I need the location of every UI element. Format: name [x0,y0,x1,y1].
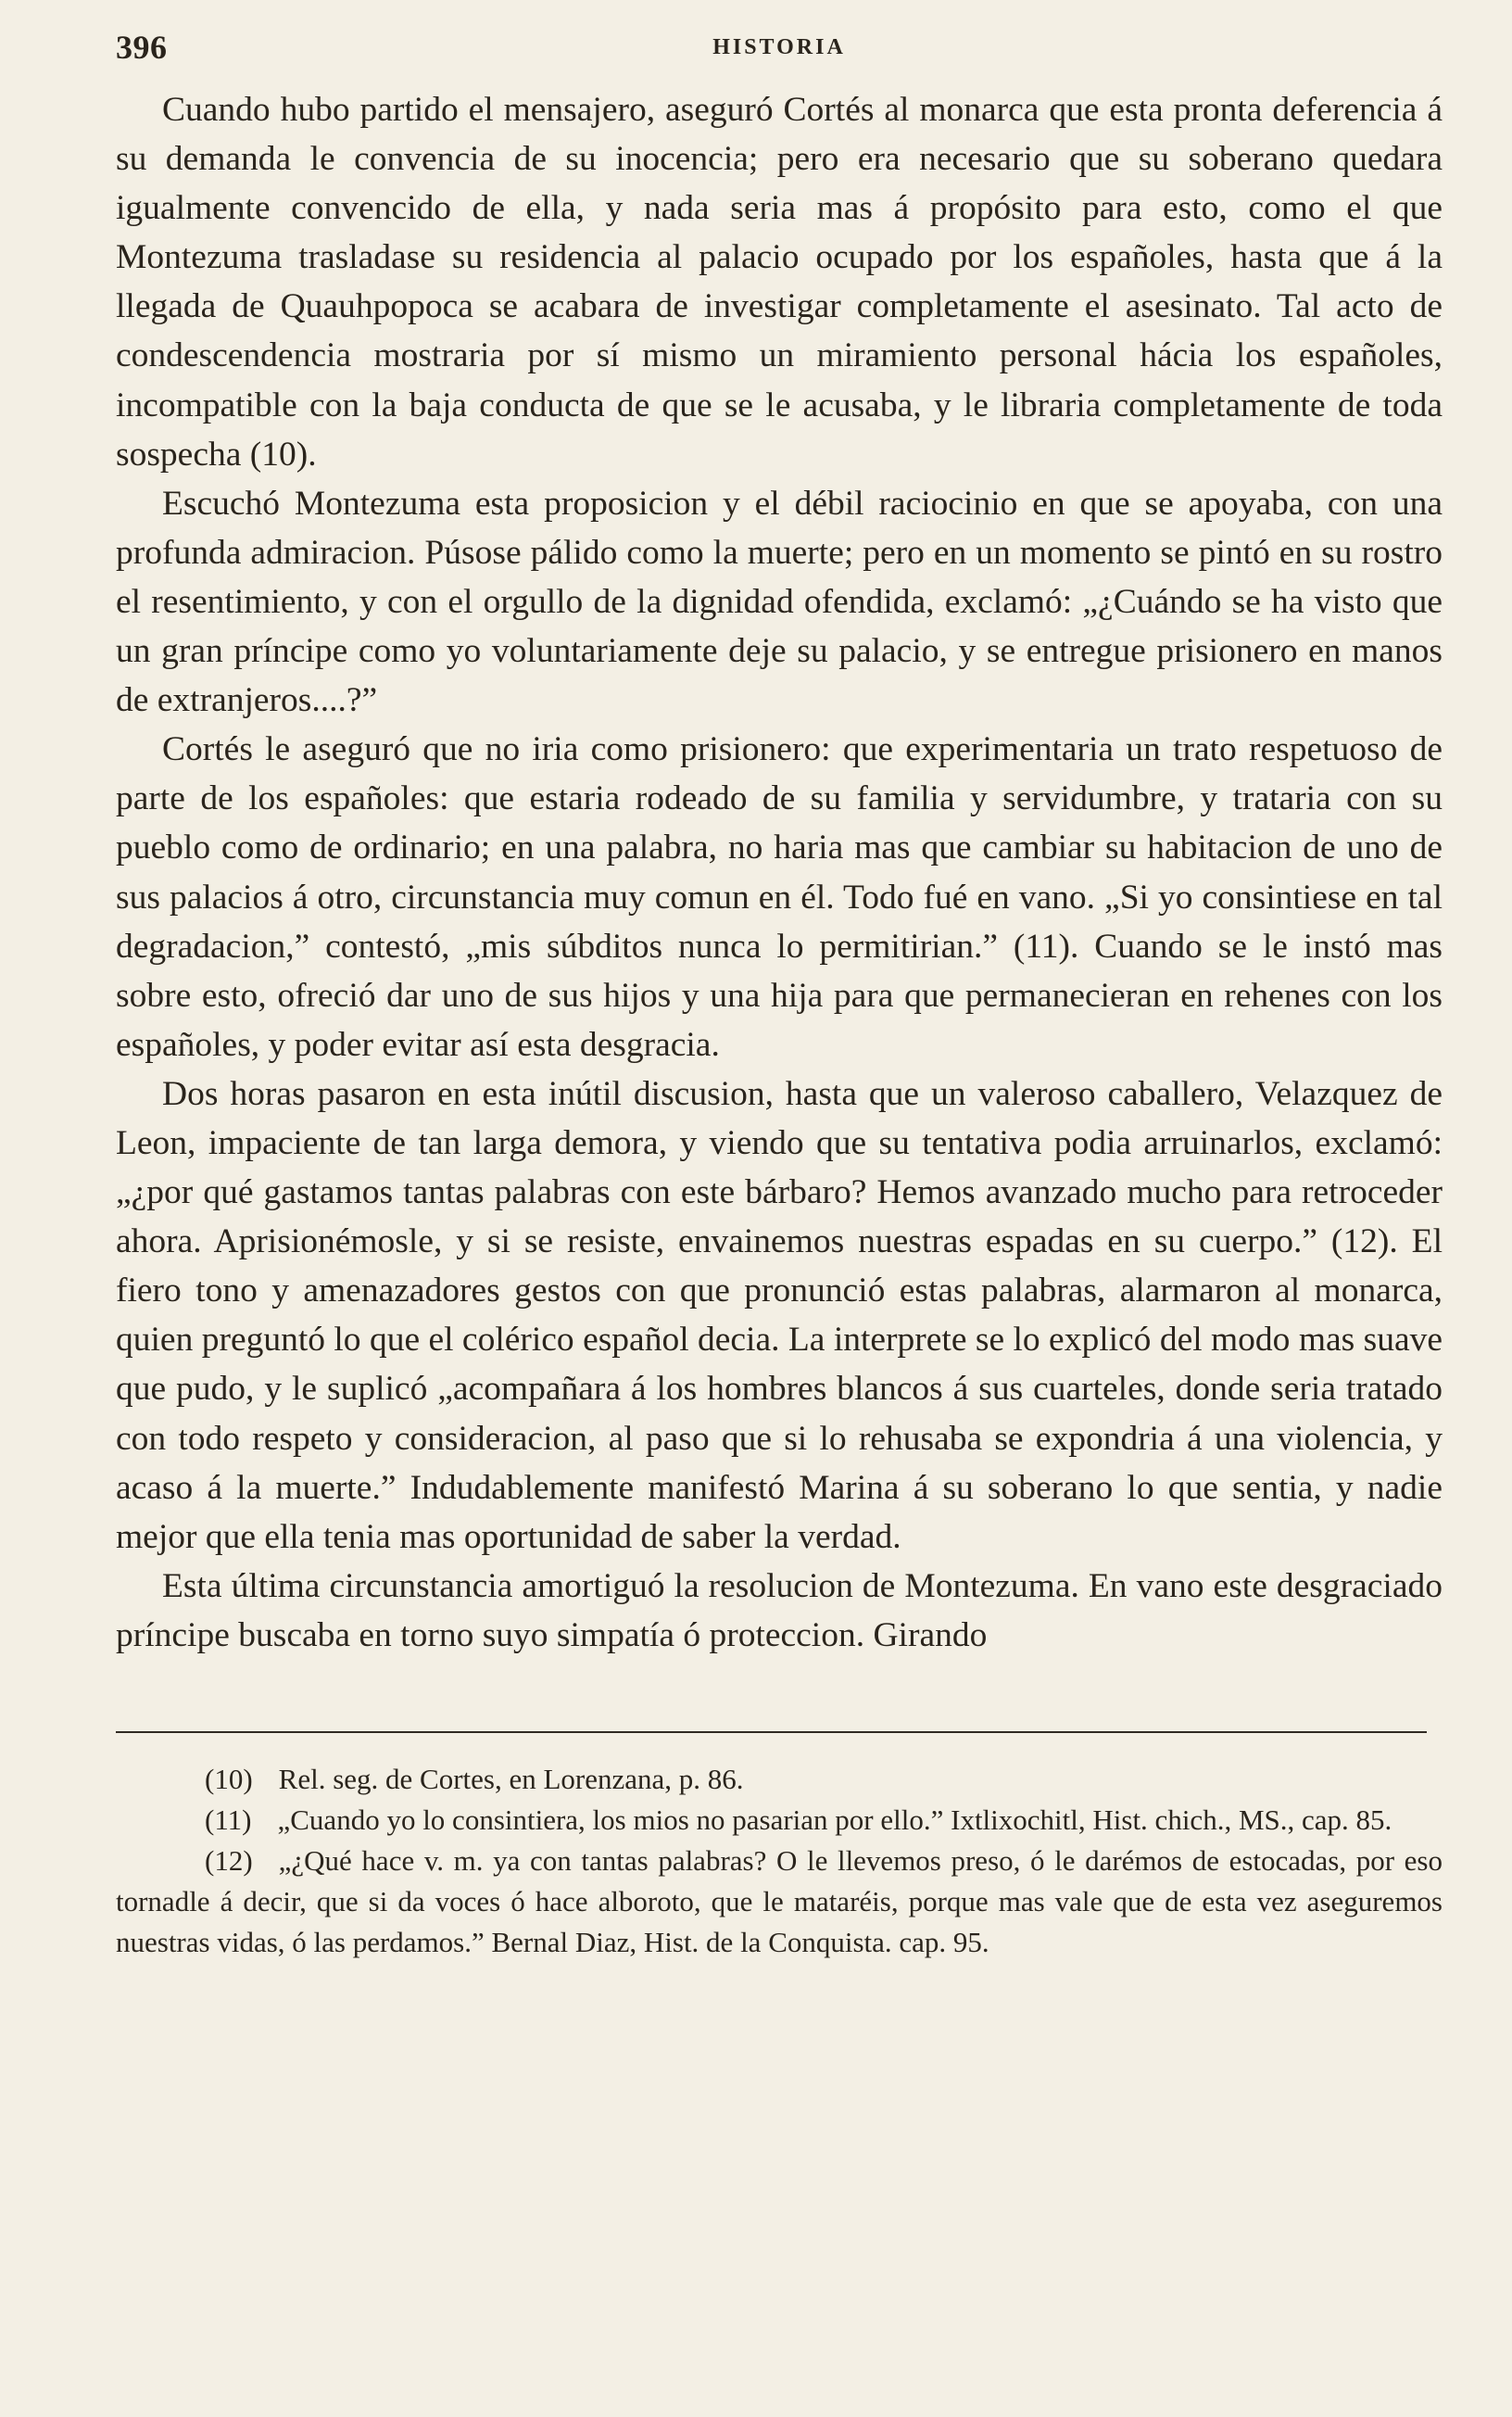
footnote-text: „Cuando yo lo consintiera, los mios no pasarian por ello.” Ixtlixochitl, Hist. chich., MS., cap. 85. [277,1803,1392,1836]
paragraph: Esta última circunstancia amortiguó la resolucion de Montezuma. En vano este desgraciado príncipe buscaba en torno suyo simpatía ó proteccion. Girando [116,1566,1443,1654]
footnote [116,1841,1443,1963]
page-number: 396 [116,29,168,66]
footnote-text: Rel. seg. de Cortes, en Lorenzana, p. 86. [278,1763,744,1795]
footnote-marker: (11) [205,1803,252,1836]
footnote-text: „¿Qué hace v. m. ya con tantas palabras? O le llevemos preso, ó le darémos de estocadas, por eso tornadle á decir, que si da voces ó hace alboroto, que le mataréis, porque mas vale que de esta vez aseguremos nuestras vidas, ó las perdamos.” Bernal Diaz, Hist. de la Conquista. cap. 95. [116,1844,1443,1958]
paragraph: Cortés le aseguró que no iria como prisionero: que experimentaria un trato respetuoso de parte de los españoles: que estaria rodeado de su familia y servidumbre, y trataria con su pueblo como de ordinario; en una palabra, no haria mas que cambiar su habitacion de uno de sus palacios á otro, circunstancia muy comun en él. Todo fué en vano. „Si yo consintiese en tal degradacion,” contestó, „mis súbditos nunca lo permitirian.” (11). Cuando se le instó mas sobre esto, ofreció dar uno de sus hijos y una hija para que permanecieran en rehenes con los españoles, y poder evitar así esta desgracia. [116,730,1443,1064]
footnote-divider [116,1731,1427,1733]
main-text [116,85,1443,1660]
running-head [116,28,1443,85]
book-page [116,28,1443,1963]
footnote [116,1800,1443,1841]
footnote-marker: (10) [205,1763,253,1795]
footnote-marker: (12) [205,1844,253,1877]
paragraph: Escuchó Montezuma esta proposicion y el débil raciocinio en que se apoyaba, con una profunda admiracion. Púsose pálido como la muerte; pero en un momento se pintó en su rostro el resentimiento, y con el orgullo de la dignidad ofendida, exclamó: „¿Cuándo se ha visto que un gran príncipe como yo voluntariamente deje su palacio, y se entregue prisionero en manos de extranjeros....?” [116,484,1443,720]
footnotes [116,1759,1443,1963]
paragraph: Dos horas pasaron en esta inútil discusion, hasta que un valeroso caballero, Velazquez de Leon, impaciente de tan larga demora, y viendo que su tentativa podia arruinarlos, exclamó: „¿por qué gastamos tantas palabras con este bárbaro? Hemos avanzado mucho para retroceder ahora. Aprisionémosle, y si se resiste, envainemos nuestras espadas en su cuerpo.” (12). El fiero tono y amenazadores gestos con que pronunció estas palabras, alarmaron al monarca, quien preguntó lo que el colérico español decia. La interprete se lo explicó del modo mas suave que pudo, y le suplicó „acompañara á los hombres blancos á sus cuarteles, donde seria tratado con todo respeto y consideracion, al paso que si lo rehusaba se expondria á una violencia, y acaso á la muerte.” Indudablemente manifestó Marina á su soberano lo que sentia, y nadie mejor que ella tenia mas oportunidad de saber la verdad. [116,1074,1443,1556]
footnote [116,1759,1443,1800]
running-title: HISTORIA [712,35,846,59]
paragraph: Cuando hubo partido el mensajero, aseguró Cortés al monarca que esta pronta deferencia á su demanda le convencia de su inocencia; pero era necesario que su soberano quedara igualmente convencido de ella, y nada seria mas á propósito para esto, como el que Montezuma trasladase su residencia al palacio ocupado por los españoles, hasta que á la llegada de Quauhpopoca se acabara de investigar completamente el asesinato. Tal acto de condescendencia mostraria por sí mismo un miramiento personal hácia los españoles, incompatible con la baja conducta de que se le acusaba, y le libraria completamente de toda sospecha (10). [116,91,1443,474]
